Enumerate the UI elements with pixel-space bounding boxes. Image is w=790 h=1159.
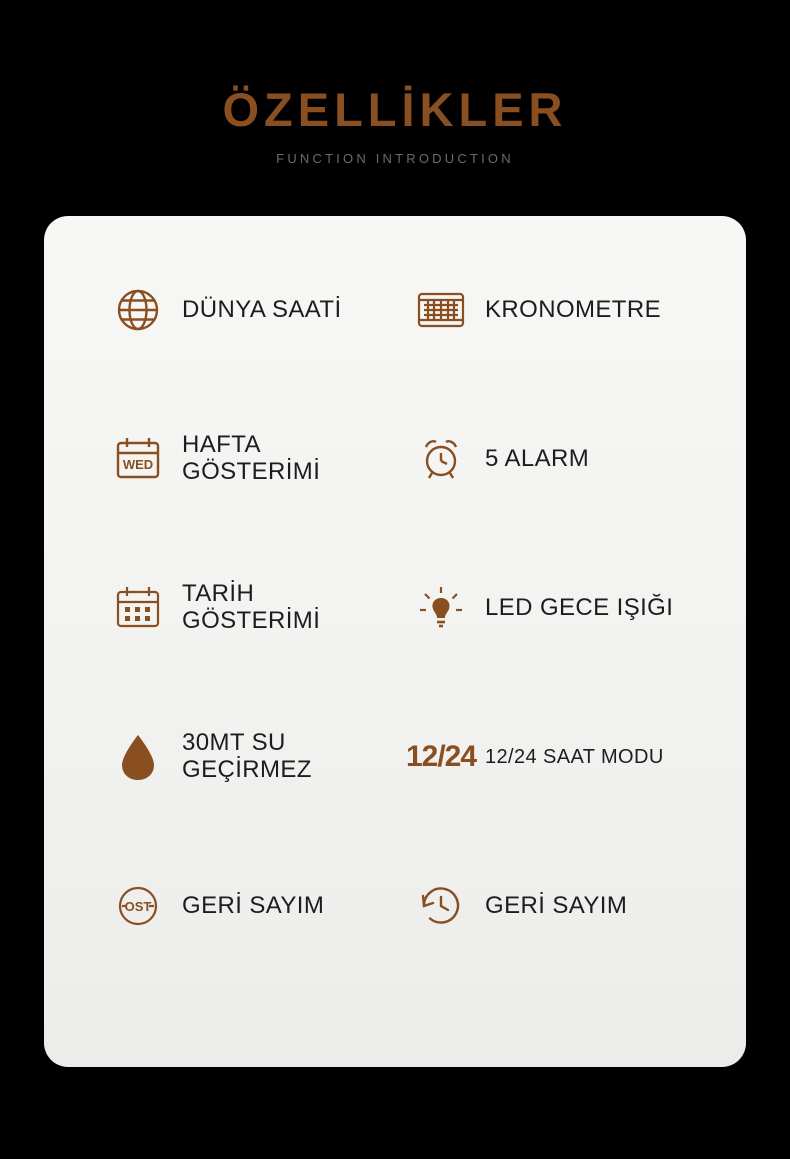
feature-label: 30MT SU GEÇİRMEZ: [182, 729, 312, 783]
feature-row: [84, 431, 706, 580]
stopwatch-digits-icon: [413, 282, 469, 338]
calendar-dates-icon: [110, 580, 166, 636]
globe-icon: [110, 282, 166, 338]
svg-text:WED: WED: [122, 457, 154, 472]
feature-row: [84, 282, 706, 431]
clock-reverse-icon: [413, 878, 469, 934]
light-bulb-icon: [413, 580, 469, 636]
page-subtitle: FUNCTION INTRODUCTION: [276, 151, 514, 166]
hour-mode-icon-text: 12/24: [405, 740, 477, 773]
svg-text:OST: OST: [124, 899, 152, 914]
feature-item-countdown-timer: [395, 878, 706, 934]
feature-item-led-light: [395, 580, 706, 636]
feature-item-week-display: [84, 431, 395, 487]
feature-label: LED GECE IŞIĞI: [485, 593, 674, 621]
feature-item-countdown-badge: [84, 878, 395, 934]
feature-item-alarms: [395, 431, 706, 487]
page-title: ÖZELLİKLER: [222, 83, 568, 136]
feature-label: KRONOMETRE: [485, 295, 662, 323]
feature-label: DÜNYA SAATİ: [182, 295, 342, 323]
feature-item-chronograph: [395, 282, 706, 338]
feature-item-hour-mode: [395, 729, 706, 785]
countdown-badge-icon: [110, 878, 166, 934]
feature-item-waterproof: [84, 729, 395, 785]
alarm-clock-icon: [413, 431, 469, 487]
feature-label: 12/24 SAAT MODU: [485, 745, 664, 768]
feature-item-date-display: [84, 580, 395, 636]
page-header: [0, 0, 790, 166]
hour-mode-icon: [405, 729, 477, 785]
feature-row: [84, 580, 706, 729]
feature-label: TARİH GÖSTERİMİ: [182, 580, 321, 634]
feature-row: [84, 729, 706, 878]
feature-label: GERİ SAYIM: [182, 891, 325, 919]
feature-row: [84, 878, 706, 1027]
feature-item-world-time: [84, 282, 395, 338]
feature-label: GERİ SAYIM: [485, 891, 628, 919]
features-card: [44, 216, 746, 1067]
water-drop-icon: [110, 729, 166, 785]
calendar-wed-icon: [110, 431, 166, 487]
features-grid: [44, 216, 746, 1067]
feature-label: HAFTA GÖSTERİMİ: [182, 431, 321, 485]
feature-label: 5 ALARM: [485, 444, 590, 472]
